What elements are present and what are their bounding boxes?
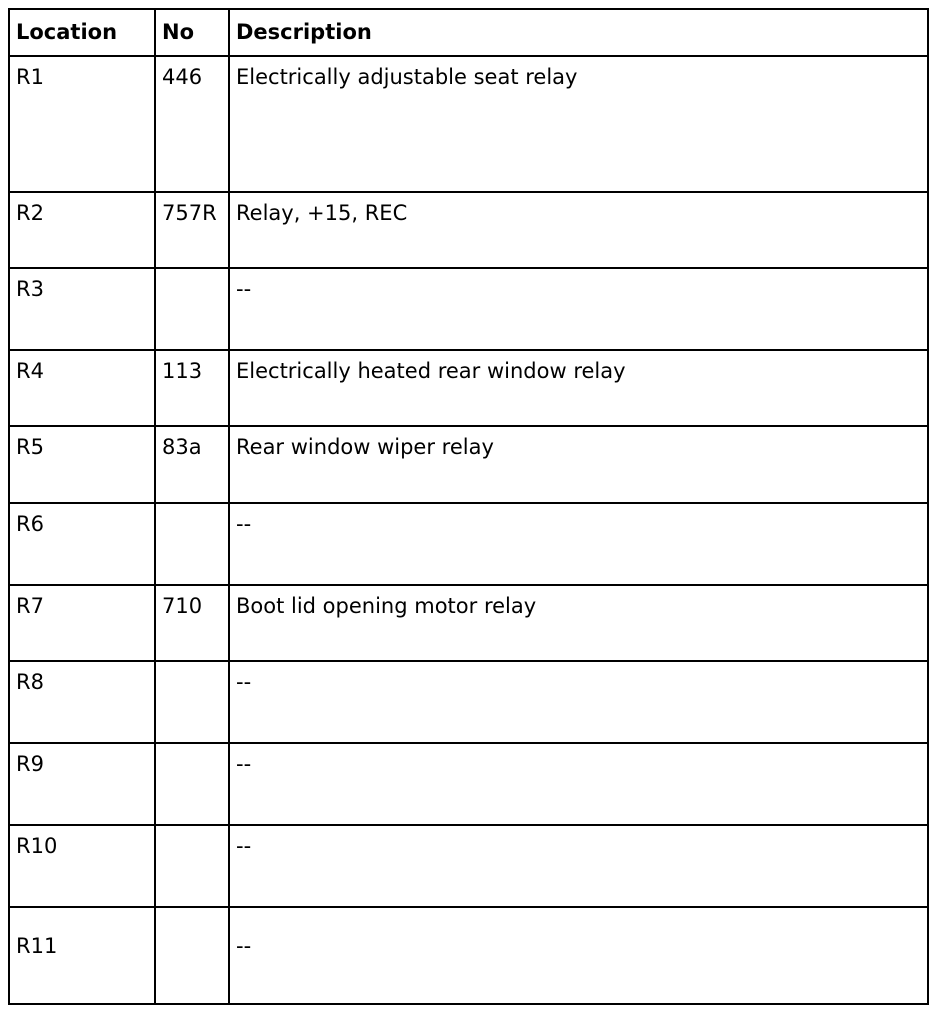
relay-table-container xyxy=(8,8,927,1005)
cell-description: -- xyxy=(229,825,928,907)
table-row xyxy=(9,350,928,426)
cell-description: Rear window wiper relay xyxy=(229,426,928,503)
table-row xyxy=(9,661,928,743)
cell-location: R4 xyxy=(9,350,155,426)
cell-location: R5 xyxy=(9,426,155,503)
cell-description: Electrically adjustable seat relay xyxy=(229,56,928,192)
header-description: Description xyxy=(229,9,928,56)
table-row xyxy=(9,825,928,907)
cell-description: Relay, +15, REC xyxy=(229,192,928,268)
cell-no xyxy=(155,743,229,825)
cell-no xyxy=(155,907,229,1004)
cell-no: 710 xyxy=(155,585,229,661)
cell-location: R2 xyxy=(9,192,155,268)
cell-no xyxy=(155,661,229,743)
cell-location: R9 xyxy=(9,743,155,825)
table-row xyxy=(9,907,928,1004)
cell-description: -- xyxy=(229,743,928,825)
table-row xyxy=(9,192,928,268)
cell-location: R6 xyxy=(9,503,155,585)
cell-location: R3 xyxy=(9,268,155,350)
cell-no: 757R xyxy=(155,192,229,268)
header-no: No xyxy=(155,9,229,56)
cell-location: R11 xyxy=(9,907,155,1004)
cell-location: R1 xyxy=(9,56,155,192)
cell-location: R10 xyxy=(9,825,155,907)
header-location: Location xyxy=(9,9,155,56)
table-row xyxy=(9,268,928,350)
table-header-row xyxy=(9,9,928,56)
cell-description: -- xyxy=(229,268,928,350)
cell-description: -- xyxy=(229,503,928,585)
table-row xyxy=(9,743,928,825)
cell-location: R8 xyxy=(9,661,155,743)
table-row xyxy=(9,56,928,192)
cell-no: 83a xyxy=(155,426,229,503)
cell-no: 446 xyxy=(155,56,229,192)
cell-no xyxy=(155,503,229,585)
cell-description: -- xyxy=(229,661,928,743)
cell-description: -- xyxy=(229,907,928,1004)
table-row xyxy=(9,426,928,503)
table-row xyxy=(9,503,928,585)
table-row xyxy=(9,585,928,661)
cell-no xyxy=(155,268,229,350)
cell-location: R7 xyxy=(9,585,155,661)
cell-description: Electrically heated rear window relay xyxy=(229,350,928,426)
cell-no xyxy=(155,825,229,907)
cell-no: 113 xyxy=(155,350,229,426)
cell-description: Boot lid opening motor relay xyxy=(229,585,928,661)
relay-table xyxy=(8,8,929,1005)
